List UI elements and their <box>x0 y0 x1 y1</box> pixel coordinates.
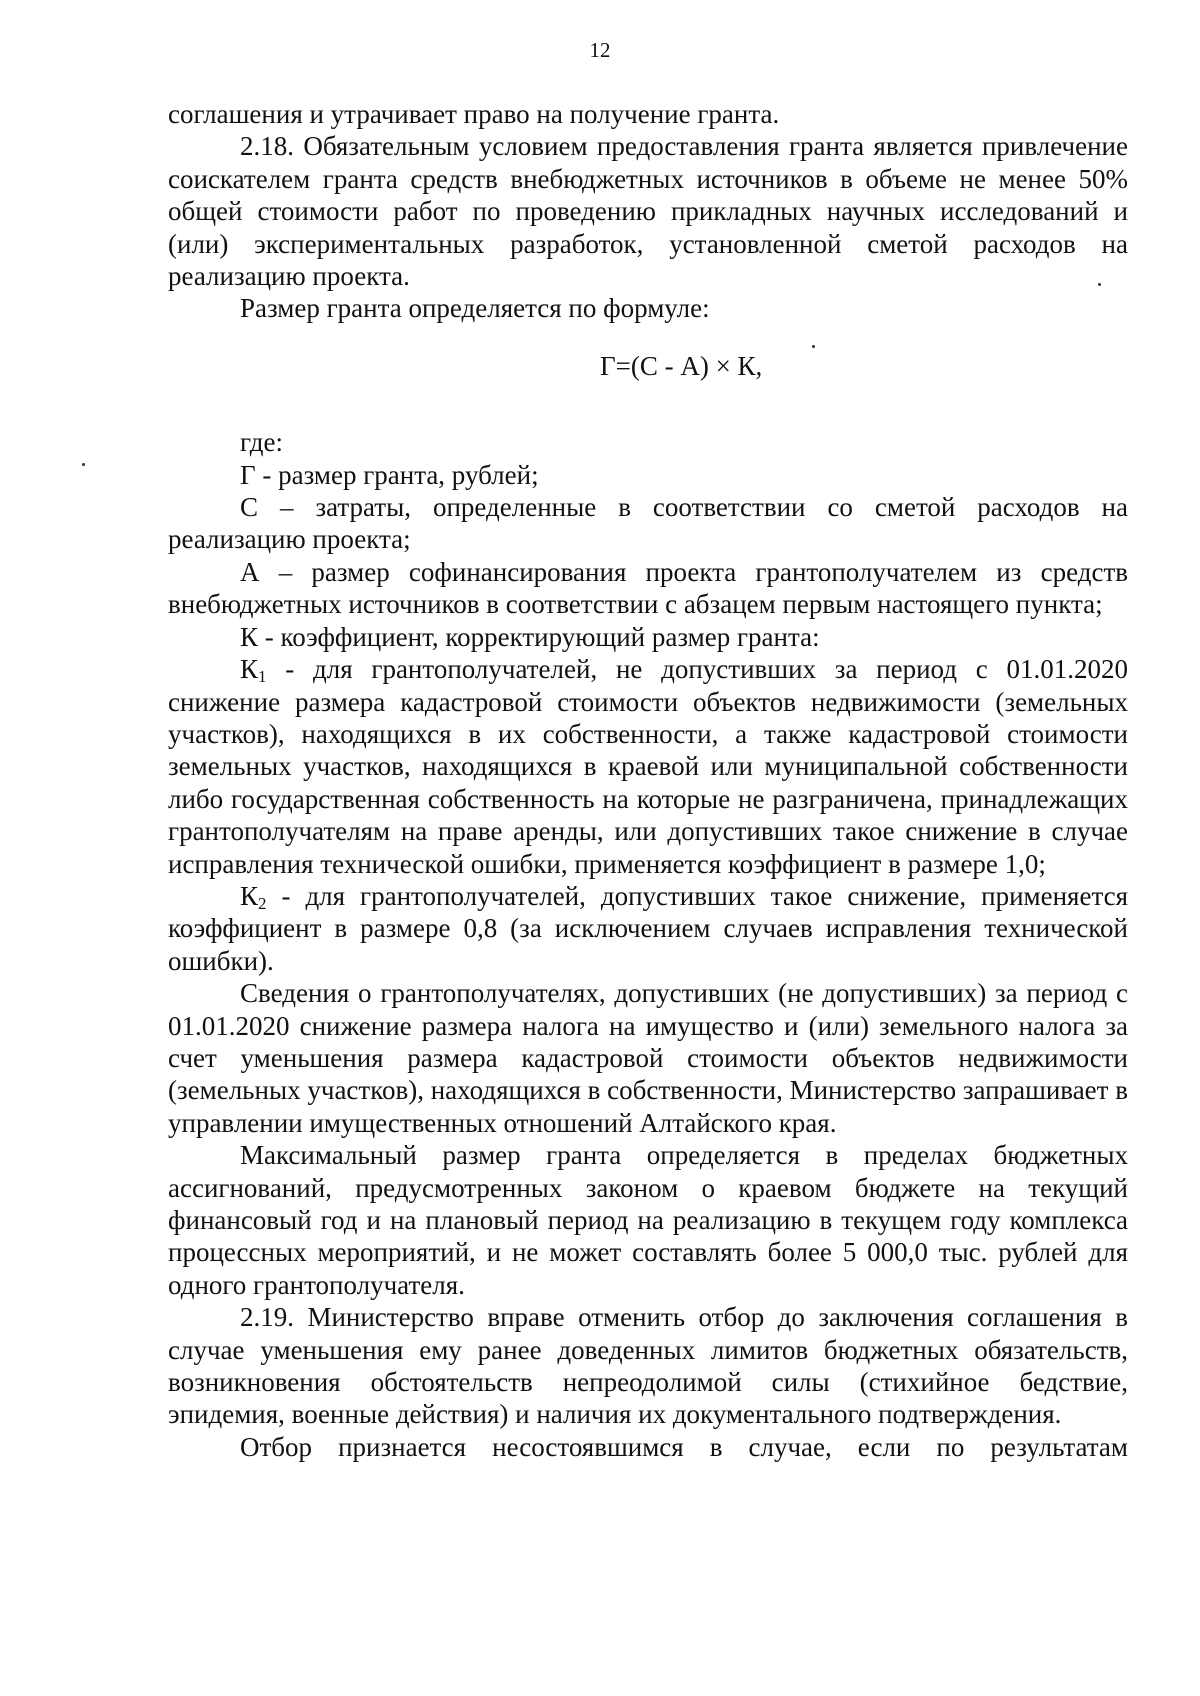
page-number: 12 <box>589 38 611 62</box>
scan-speck <box>812 345 815 348</box>
paragraph-where: где: <box>240 427 283 458</box>
definition-a: А – размер софинансирования проекта грантополучателем из средств внебюджетных источников в соответствии с абзацем первым настоящего пункта; <box>168 556 1128 620</box>
paragraph-continuation: соглашения и утрачивает право на получение гранта. <box>168 99 780 129</box>
paragraph-max-grant: Максимальный размер гранта определяется в пределах бюджетных ассигнований, предусмотренных законом о краевом бюджете на текущий финансовый год и на плановый период на реализацию в текущем году комплекса процессных мероприятий, и не может составлять более 5 000,0 тыс. рублей для одного грантополучателя. <box>168 1140 1128 1300</box>
paragraph-formula-intro: Размер гранта определяется по формуле: <box>240 293 710 324</box>
k1-symbol: К <box>240 654 259 685</box>
k2-subscript: 2 <box>258 893 267 913</box>
paragraph-selection-failed: Отбор признается несостоявшимся в случае, если по результатам <box>240 1431 1128 1462</box>
scan-speck <box>1098 283 1101 286</box>
document-body <box>168 98 1128 1463</box>
definition-k1 <box>168 653 1128 880</box>
paragraph-information: Сведения о грантополучателях, допустивших (не допустивших) за период с 01.01.2020 снижение размера налога на имущество и (или) земельного налога за счет уменьшения размера кадастровой стоимости объектов недвижимости (земельных участков), находящихся в собственности, Министерство запрашивает в управлении имущественных отношений Алтайского края. <box>168 978 1128 1138</box>
k1-subscript: 1 <box>258 667 267 687</box>
scan-speck <box>82 463 85 466</box>
paragraph-2-19: 2.19. Министерство вправе отменить отбор до заключения соглашения в случае уменьшения ему ранее доведенных лимитов бюджетных обязательств, возникновения обстоятельств непреодолимой силы (стихийное бедствие, эпидемия, военные действия) и наличия их документального подтверждения. <box>168 1302 1128 1430</box>
k2-text: - для грантополучателей, допустивших такое снижение, применяется коэффициент в размере 0,8 (за исключением случаев исправления технической ошибки). <box>168 880 1128 976</box>
grant-formula: Г=(С - А) × К, <box>600 350 763 381</box>
k1-text: - для грантополучателей, не допустивших за период с 01.01.2020 снижение размера кадастровой стоимости объектов недвижимости (земельных участков), находящихся в их собственности, а также кадастровой стоимости земельных участков, находящихся в краевой или муниципальной собственности либо государственная собственность на которые не разграничена, принадлежащих грантополучателям на праве аренды, или допустивших такое снижение в случае исправления технической ошибки, применяется коэффициент в размере 1,0; <box>168 654 1128 879</box>
k2-symbol: К <box>240 880 259 911</box>
definition-g: Г - размер гранта, рублей; <box>240 459 539 490</box>
definition-k2 <box>168 880 1128 977</box>
paragraph-2-18: 2.18. Обязательным условием предоставления гранта является привлечение соискателем гранта средств внебюджетных источников в объеме не менее 50% общей стоимости работ по проведению прикладных научных исследований и (или) экспериментальных разработок, установленной сметой расходов на реализацию проекта. <box>168 131 1128 292</box>
definition-c: С – затраты, определенные в соответствии со сметой расходов на реализацию проекта; <box>168 492 1128 555</box>
definition-k: К - коэффициент, корректирующий размер гранта: <box>240 621 820 652</box>
